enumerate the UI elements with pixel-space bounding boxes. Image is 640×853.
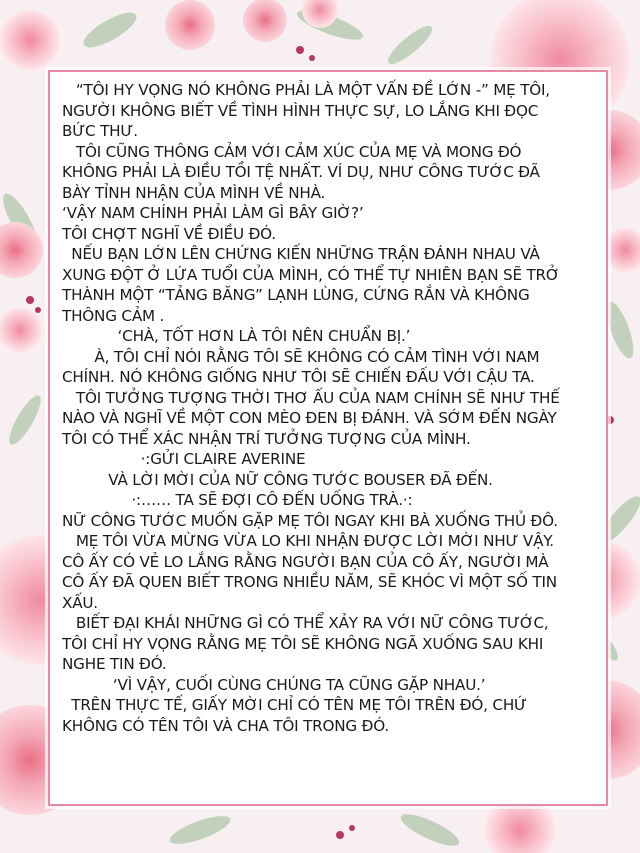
text-line: CÔ ẤY CÓ VẺ LO LẮNG RẰNG NGƯỜI BẠN CỦA CÔ ẤY, NGƯỜI MÀ	[62, 552, 549, 571]
text-line: KHÔNG CÓ TÊN TÔI VÀ CHA TÔI TRONG ĐÓ.	[62, 716, 389, 735]
text-line: CÔ ẤY ĐÃ QUEN BIẾT TRONG NHIỀU NĂM, SẼ KHÓC VÌ MỘT SỐ TIN	[62, 573, 557, 591]
text-line: CHÍNH. NÓ KHÔNG GIỐNG NHƯ TÔI SẼ CHIẾN ĐẤU VỚI CẬU TA.	[62, 368, 535, 386]
text-line: ·:GỬI CLAIRE AVERINE	[62, 450, 306, 468]
text-line: NGHE TIN ĐÓ.	[62, 655, 167, 673]
text-line: TÔI CHỈ HY VỌNG RẰNG MẸ TÔI SẼ KHÔNG NGÃ XUỐNG SAU KHI	[62, 634, 544, 653]
text-line: TÔI CÓ THỂ XÁC NHẬN TRÍ TƯỞNG TƯỢNG CỦA MÌNH.	[62, 429, 471, 448]
text-line: THÔNG CẢM .	[62, 306, 165, 325]
text-line: BIẾT ĐẠI KHÁI NHỮNG GÌ CÓ THỂ XẢY RA VỚI NỮ CÔNG TƯỚC,	[62, 614, 549, 632]
text-line: ‘CHÀ, TỐT HƠN LÀ TÔI NÊN CHUẨN BỊ.’	[62, 327, 411, 345]
text-line: “TÔI HY VỌNG NÓ KHÔNG PHẢI LÀ MỘT VẤN ĐỀ LỚN -” MẸ TÔI,	[62, 81, 550, 99]
text-line: À, TÔI CHỈ NÓI RẰNG TÔI SẼ KHÔNG CÓ CẢM TÌNH VỚI NAM	[62, 347, 540, 366]
text-line: MẸ TÔI VỪA MỪNG VỪA LO KHI NHẬN ĐƯỢC LỜI MỜI NHƯ VẬY.	[62, 532, 554, 550]
text-line: ·:…… TA SẼ ĐỢI CÔ ĐẾN UỐNG TRÀ.·:	[62, 491, 413, 509]
text-line: TRÊN THỰC TẾ, GIẤY MỜI CHỈ CÓ TÊN MẸ TÔI TRÊN ĐÓ, CHỨ	[62, 696, 527, 714]
text-line: NGƯỜI KHÔNG BIẾT VỀ TÌNH HÌNH THỰC SỰ, LO LẮNG KHI ĐỌC	[62, 101, 539, 120]
text-line: KHÔNG PHẢI LÀ ĐIỀU TỒI TỆ NHẤT. VÍ DỤ, NHƯ CÔNG TƯỚC ĐÃ	[62, 163, 540, 181]
text-line: THÀNH MỘT “TẢNG BĂNG” LẠNH LÙNG, CỨNG RẮN VÀ KHÔNG	[62, 286, 530, 304]
text-line: NỮ CÔNG TƯỚC MUỐN GẶP MẸ TÔI NGAY KHI BÀ XUỐNG THỦ ĐÔ.	[62, 511, 558, 530]
text-line: NẾU BẠN LỚN LÊN CHỨNG KIẾN NHỮNG TRẬN ĐÁNH NHAU VÀ	[62, 245, 540, 263]
text-line: BỨC THƯ.	[62, 122, 138, 140]
text-line: BÀY TỈNH NHẬN CỦA MÌNH VỀ NHÀ.	[62, 183, 326, 202]
text-line: VÀ LỜI MỜI CỦA NỮ CÔNG TƯỚC BOUSER ĐÃ ĐẾN.	[62, 470, 493, 489]
text-line: NÀO VÀ NGHĨ VỀ MỘT CON MÈO ĐEN BỊ ĐÁNH. VÀ SỚM ĐẾN NGÀY	[62, 409, 557, 427]
text-line: TÔI CHỢT NGHĨ VỀ ĐIỀU ĐÓ.	[62, 224, 276, 243]
text-line: TÔI TƯỞNG TƯỢNG THỜI THƠ ẤU CỦA NAM CHÍNH SẼ NHƯ THẾ	[62, 388, 560, 407]
text-line: XẤU.	[62, 593, 98, 612]
text-line: TÔI CŨNG THÔNG CẢM VỚI CẢM XÚC CỦA MẸ VÀ MONG ĐÓ	[62, 142, 522, 161]
text-line: XUNG ĐỘT Ở LỨA TUỔI CỦA MÌNH, CÓ THỂ TỰ NHIÊN BẠN SẼ TRỞ	[62, 265, 560, 284]
text-line: ‘VÌ VẬY, CUỐI CÙNG CHÚNG TA CŨNG GẶP NHAU.’	[62, 675, 486, 694]
text-line: ‘VẬY NAM CHÍNH PHẢI LÀM GÌ BÂY GIỜ?’	[62, 204, 364, 222]
story-text	[62, 80, 596, 736]
